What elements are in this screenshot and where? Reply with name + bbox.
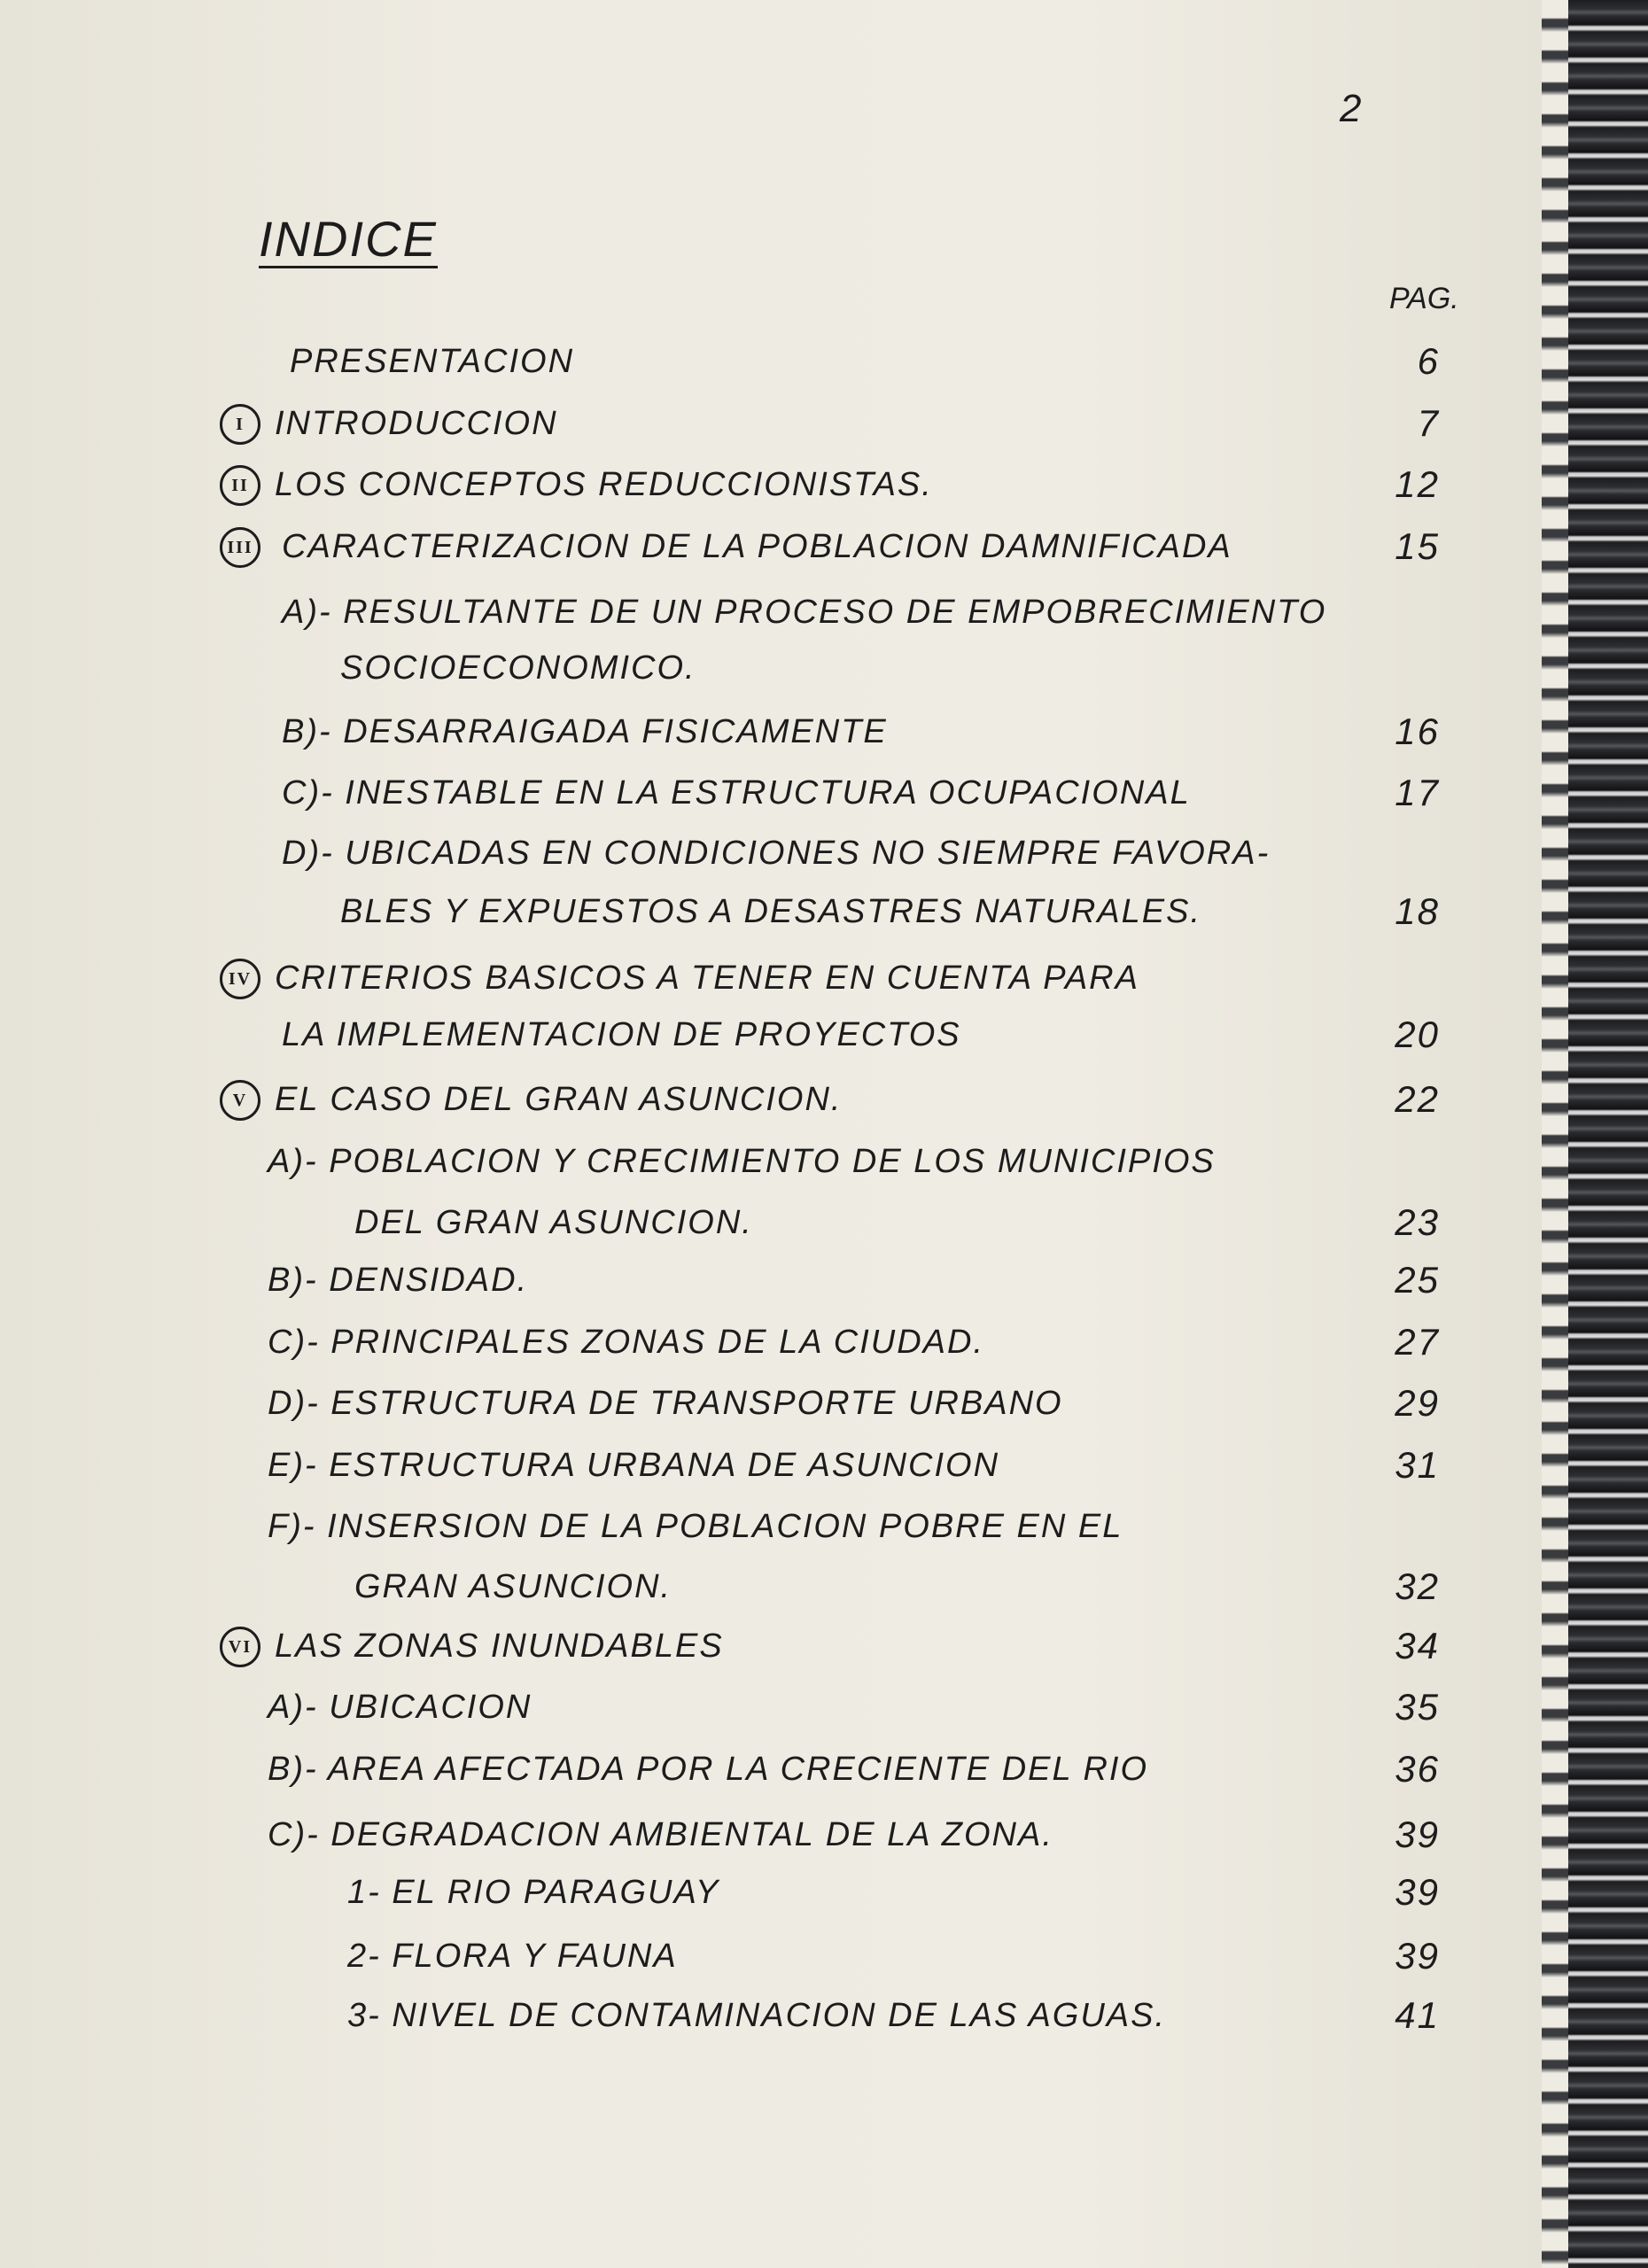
toc-entry-page: 12 bbox=[1395, 463, 1440, 505]
toc-entry-title: C)- INESTABLE EN LA ESTRUCTURA OCUPACIONAL bbox=[282, 774, 1191, 812]
page-column-header: PAG. bbox=[1389, 282, 1459, 315]
toc-entry-title: DEL GRAN ASUNCION. bbox=[354, 1204, 753, 1241]
toc-entry-page: 18 bbox=[1395, 890, 1440, 932]
toc-entry bbox=[0, 1930, 1506, 1983]
toc-entry bbox=[0, 951, 1506, 1005]
toc-entry-title: 1- EL RIO PARAGUAY bbox=[347, 1874, 720, 1911]
circled-numeral: III bbox=[220, 527, 260, 568]
toc-entry-title: B)- DENSIDAD. bbox=[268, 1262, 529, 1299]
page-number: 2 bbox=[1340, 87, 1362, 130]
toc-entry-page: 27 bbox=[1395, 1321, 1440, 1363]
toc-entry bbox=[0, 1681, 1506, 1734]
toc-entry-page: 6 bbox=[1417, 340, 1440, 382]
toc-entry bbox=[0, 1560, 1506, 1613]
toc-entry bbox=[0, 586, 1506, 639]
spiral-binding bbox=[1542, 0, 1648, 2268]
toc-entry bbox=[0, 1316, 1506, 1369]
toc-entry-page: 16 bbox=[1395, 711, 1440, 752]
toc-entry bbox=[0, 397, 1506, 450]
toc-entry-title: C)- PRINCIPALES ZONAS DE LA CIUDAD. bbox=[268, 1324, 985, 1361]
toc-entry bbox=[0, 766, 1506, 819]
toc-entry-page: 25 bbox=[1395, 1259, 1440, 1301]
toc-entry bbox=[0, 1439, 1506, 1492]
toc-entry-title: 3- NIVEL DE CONTAMINACION DE LAS AGUAS. bbox=[347, 1997, 1167, 2034]
toc-entry bbox=[0, 705, 1506, 758]
toc-entry bbox=[0, 1377, 1506, 1430]
toc-entry-page: 32 bbox=[1395, 1565, 1440, 1607]
toc-entry bbox=[0, 1808, 1506, 1861]
toc-entry-page: 22 bbox=[1395, 1078, 1440, 1120]
toc-entry bbox=[0, 335, 1506, 388]
toc-entry-page: 36 bbox=[1395, 1748, 1440, 1790]
toc-entry-title: B)- DESARRAIGADA FISICAMENTE bbox=[282, 713, 888, 750]
toc-entry-title: CRITERIOS BASICOS A TENER EN CUENTA PARA bbox=[275, 959, 1139, 997]
toc-entry-title: LAS ZONAS INUNDABLES bbox=[275, 1627, 724, 1665]
toc-entry-title: A)- RESULTANTE DE UN PROCESO DE EMPOBRECIMIENTO bbox=[282, 594, 1327, 631]
toc-entry bbox=[0, 1989, 1506, 2042]
toc-entry-page: 39 bbox=[1395, 1935, 1440, 1977]
toc-entry bbox=[0, 1743, 1506, 1796]
toc-entry bbox=[0, 641, 1506, 695]
toc-entry bbox=[0, 1500, 1506, 1553]
toc-entry-page: 34 bbox=[1395, 1625, 1440, 1666]
circled-numeral: II bbox=[220, 465, 260, 506]
toc-entry-page: 29 bbox=[1395, 1382, 1440, 1424]
toc-entry-title: D)- UBICADAS EN CONDICIONES NO SIEMPRE FAVORA- bbox=[282, 835, 1271, 872]
toc-entry-title: D)- ESTRUCTURA DE TRANSPORTE URBANO bbox=[268, 1385, 1063, 1422]
toc-entry-page: 15 bbox=[1395, 525, 1440, 567]
toc-entry-title: 2- FLORA Y FAUNA bbox=[347, 1938, 678, 1975]
toc-entry bbox=[0, 1866, 1506, 1919]
toc-entry-page: 17 bbox=[1395, 772, 1440, 813]
circled-numeral: IV bbox=[220, 959, 260, 999]
toc-entry-title: GRAN ASUNCION. bbox=[354, 1568, 672, 1605]
circled-numeral: VI bbox=[220, 1627, 260, 1667]
toc-entry bbox=[0, 827, 1506, 880]
toc-entry bbox=[0, 458, 1506, 511]
toc-entry-title: A)- UBICACION bbox=[268, 1689, 532, 1726]
toc-entry-title: A)- POBLACION Y CRECIMIENTO DE LOS MUNICIPIOS bbox=[268, 1143, 1216, 1180]
toc-entry-title: E)- ESTRUCTURA URBANA DE ASUNCION bbox=[268, 1447, 1000, 1484]
toc-entry-page: 39 bbox=[1395, 1871, 1440, 1913]
toc-entry-title: SOCIOECONOMICO. bbox=[340, 649, 696, 687]
toc-entry-title: B)- AREA AFECTADA POR LA CRECIENTE DEL RIO bbox=[268, 1751, 1149, 1788]
toc-entry bbox=[0, 1196, 1506, 1249]
toc-entry-title: LOS CONCEPTOS REDUCCIONISTAS. bbox=[275, 466, 933, 503]
toc-entry bbox=[0, 1619, 1506, 1673]
toc-entry-title: INTRODUCCION bbox=[275, 405, 558, 442]
toc-entry-page: 31 bbox=[1395, 1444, 1440, 1486]
circled-numeral: V bbox=[220, 1080, 260, 1121]
toc-entry-title: BLES Y EXPUESTOS A DESASTRES NATURALES. bbox=[340, 893, 1202, 930]
toc-entry-page: 20 bbox=[1395, 1014, 1440, 1055]
toc-entry-page: 41 bbox=[1395, 1994, 1440, 2036]
toc-entry-title: EL CASO DEL GRAN ASUNCION. bbox=[275, 1081, 843, 1118]
toc-entry-title: PRESENTACION bbox=[290, 343, 575, 380]
toc-entry-title: F)- INSERSION DE LA POBLACION POBRE EN EL bbox=[268, 1508, 1123, 1545]
toc-entry-page: 7 bbox=[1417, 402, 1440, 444]
toc-entry-title: LA IMPLEMENTACION DE PROYECTOS bbox=[282, 1016, 961, 1053]
toc-entry-title: C)- DEGRADACION AMBIENTAL DE LA ZONA. bbox=[268, 1816, 1053, 1853]
toc-entry bbox=[0, 885, 1506, 938]
toc-entry bbox=[0, 520, 1506, 573]
toc-entry-page: 23 bbox=[1395, 1201, 1440, 1243]
toc-entry-page: 39 bbox=[1395, 1814, 1440, 1855]
toc-entry bbox=[0, 1073, 1506, 1126]
circled-numeral: I bbox=[220, 404, 260, 445]
index-title: INDICE bbox=[259, 211, 438, 267]
toc-entry bbox=[0, 1008, 1506, 1061]
toc-entry-title: CARACTERIZACION DE LA POBLACION DAMNIFICADA bbox=[282, 528, 1232, 565]
toc-entry bbox=[0, 1135, 1506, 1188]
toc-entry-page: 35 bbox=[1395, 1686, 1440, 1728]
toc-entry bbox=[0, 1254, 1506, 1307]
